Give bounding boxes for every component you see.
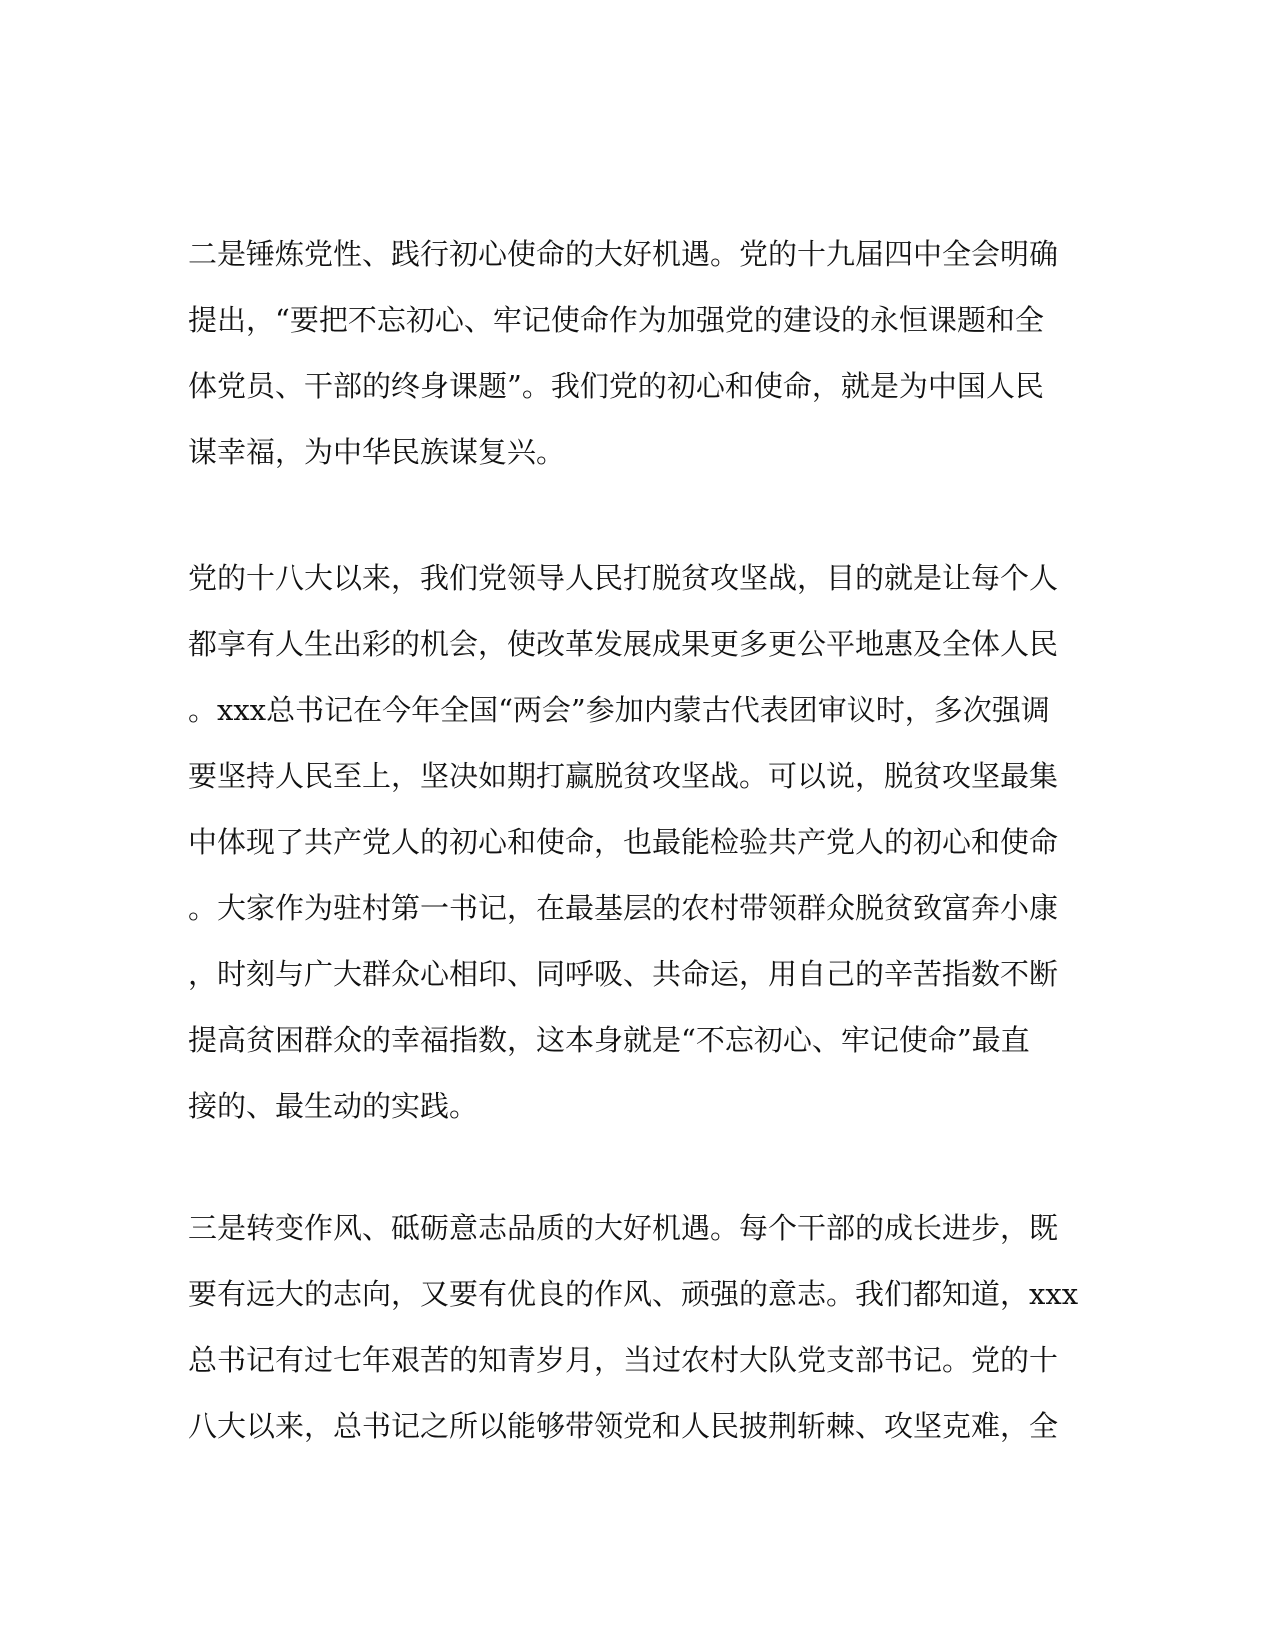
- paragraph-3: [188, 1195, 1088, 1459]
- paragraph-1: [188, 221, 1088, 485]
- text-line: 都享有人生出彩的机会，使改革发展成果更多更公平地惠及全体人民: [188, 627, 1059, 661]
- text-line: 要坚持人民至上，坚决如期打赢脱贫攻坚战。可以说，脱贫攻坚最集: [188, 759, 1059, 793]
- text-line: 谋幸福，为中华民族谋复兴。: [188, 435, 566, 469]
- text-line: 提出，“要把不忘初心、牢记使命作为加强党的建设的永恒课题和全: [188, 303, 1044, 337]
- text-line: 二是锤炼党性、践行初心使命的大好机遇。党的十九届四中全会明确: [188, 237, 1059, 271]
- paragraph-2: [188, 545, 1088, 1139]
- text-line: 接的、最生动的实践。: [188, 1089, 479, 1123]
- text-line: 党的十八大以来，我们党领导人民打脱贫攻坚战，目的就是让每个人: [188, 561, 1059, 595]
- text-line: 八大以来，总书记之所以能够带领党和人民披荆斩棘、攻坚克难，全: [188, 1409, 1059, 1443]
- text-line: 要有远大的志向，又要有优良的作风、顽强的意志。我们都知道，xxx: [188, 1277, 1079, 1311]
- text-line: 体党员、干部的终身课题”。我们党的初心和使命，就是为中国人民: [188, 369, 1044, 403]
- text-line: 中体现了共产党人的初心和使命，也最能检验共产党人的初心和使命: [188, 825, 1059, 859]
- text-line: 总书记有过七年艰苦的知青岁月，当过农村大队党支部书记。党的十: [188, 1343, 1059, 1377]
- text-line: 三是转变作风、砥砺意志品质的大好机遇。每个干部的成长进步，既: [188, 1211, 1059, 1245]
- text-line: 提高贫困群众的幸福指数，这本身就是“不忘初心、牢记使命”最直: [188, 1023, 1030, 1057]
- text-line: ，时刻与广大群众心相印、同呼吸、共命运，用自己的辛苦指数不断: [188, 957, 1059, 991]
- text-line: 。大家作为驻村第一书记，在最基层的农村带领群众脱贫致富奔小康: [188, 891, 1059, 925]
- text-line: 。xxx总书记在今年全国“两会”参加内蒙古代表团审议时，多次强调: [188, 693, 1050, 727]
